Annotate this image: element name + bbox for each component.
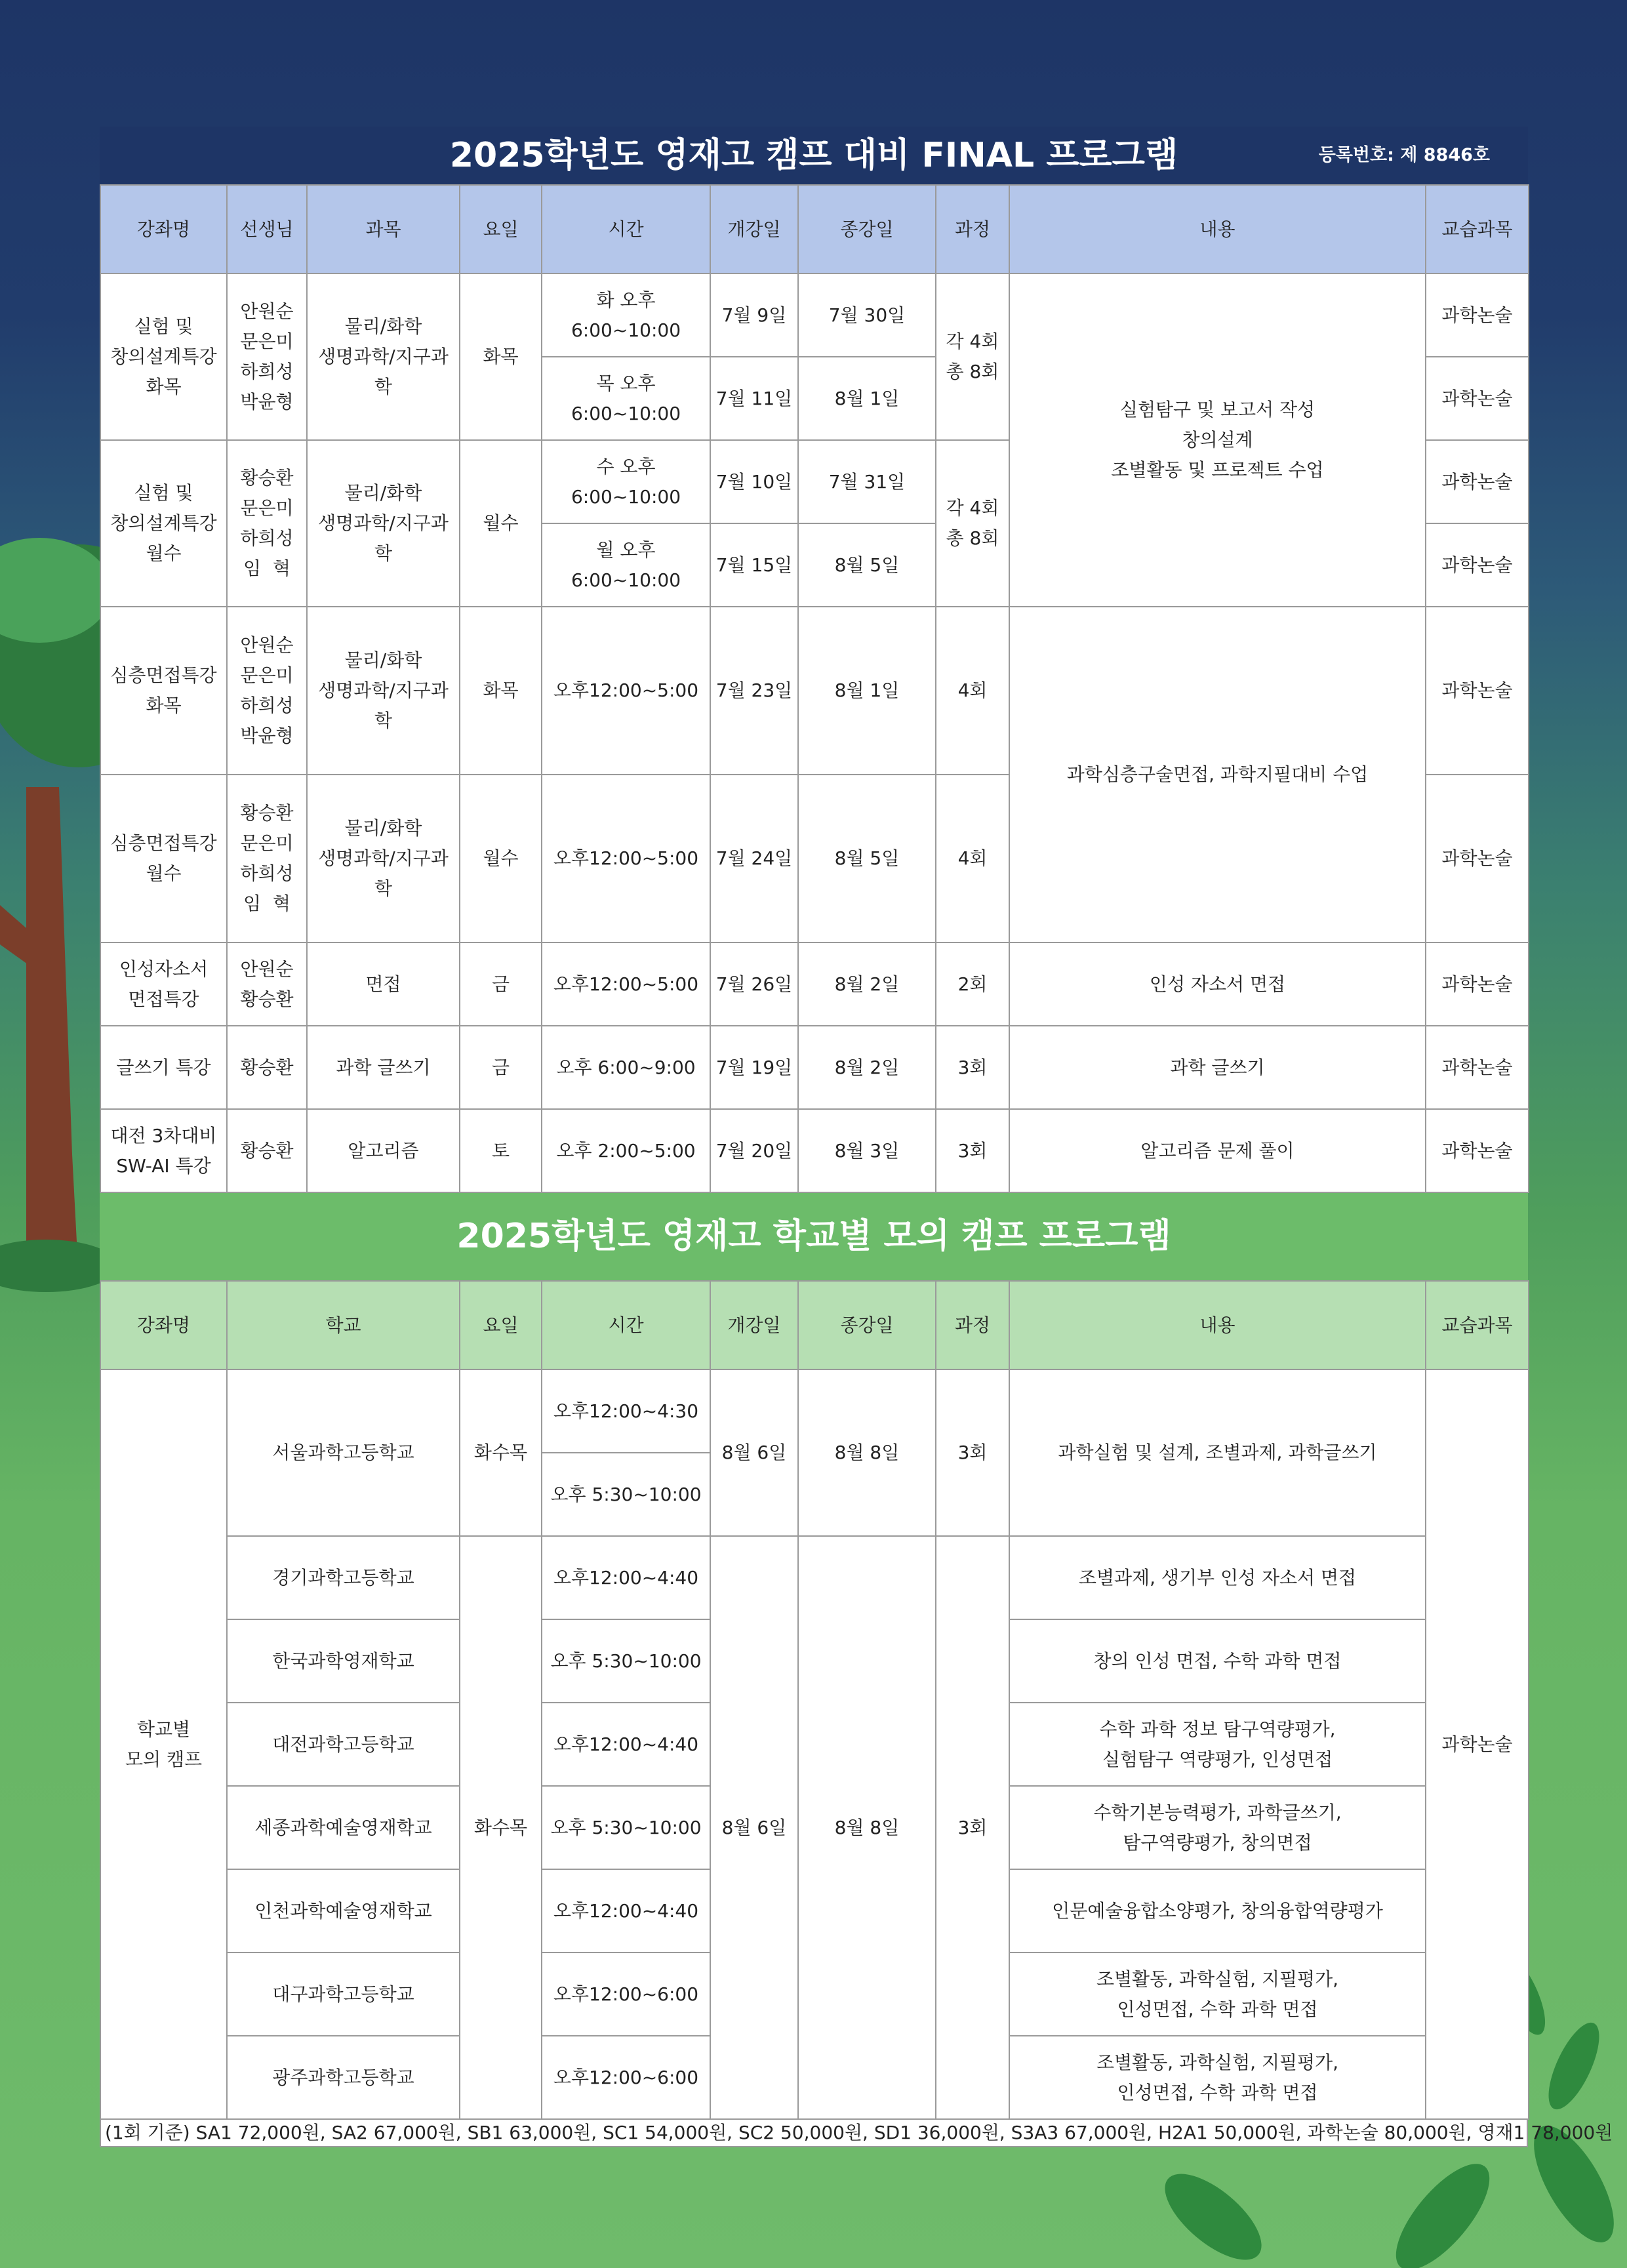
header-cell: 내용 (1009, 185, 1426, 273)
sessions-cell: 3회 (936, 1109, 1009, 1192)
content-cell: 과학 글쓰기 (1009, 1026, 1426, 1109)
course-cell: 학교별 모의 캠프 (100, 1369, 227, 2119)
header-cell: 과정 (936, 185, 1009, 273)
start-date-cell: 7월 15일 (710, 523, 798, 607)
course-cell: 글쓰기 특강 (100, 1026, 227, 1109)
table-row (100, 607, 1529, 775)
header-cell: 요일 (460, 185, 542, 273)
content-cell: 과학심층구술면접, 과학지필대비 수업 (1009, 607, 1426, 942)
header-cell: 강좌명 (100, 1281, 227, 1369)
teaching-subject-cell: 과학논술 (1426, 775, 1529, 942)
header-cell: 시간 (542, 1281, 710, 1369)
course-cell: 대전 3차대비 SW-AI 특강 (100, 1109, 227, 1192)
end-date-cell: 8월 1일 (798, 607, 936, 775)
program1-table (100, 184, 1529, 1193)
time-cell: 오후12:00~4:40 (542, 1869, 710, 1953)
subject-cell: 물리/화학 생명과학/지구과학 (307, 440, 460, 607)
school-cell: 경기과학고등학교 (227, 1536, 460, 1619)
content-cell: 인성 자소서 면접 (1009, 942, 1426, 1026)
content-cell: 과학실험 및 설계, 조별과제, 과학글쓰기 (1009, 1369, 1426, 1536)
subject-cell: 물리/화학 생명과학/지구과학 (307, 273, 460, 440)
school-cell: 서울과학고등학교 (227, 1369, 460, 1536)
table-row (100, 942, 1529, 1026)
program2-table (100, 1280, 1529, 2120)
start-date-cell: 7월 24일 (710, 775, 798, 942)
content-cell: 창의 인성 면접, 수학 과학 면접 (1009, 1619, 1426, 1703)
header-cell: 교습과목 (1426, 1281, 1529, 1369)
header-cell: 개강일 (710, 185, 798, 273)
time-cell: 오후12:00~5:00 (542, 607, 710, 775)
time-cell: 오후12:00~5:00 (542, 775, 710, 942)
time-cell: 오후 2:00~5:00 (542, 1109, 710, 1192)
teachers-cell: 황승환 문은미 하희성 임 혁 (227, 440, 307, 607)
teaching-subject-cell: 과학논술 (1426, 440, 1529, 523)
school-cell: 대구과학고등학교 (227, 1953, 460, 2036)
start-date-cell: 7월 9일 (710, 273, 798, 357)
days-cell: 금 (460, 1026, 542, 1109)
course-cell: 심층면접특강 화목 (100, 607, 227, 775)
header-cell: 학교 (227, 1281, 460, 1369)
header-cell: 강좌명 (100, 185, 227, 273)
start-date-cell: 7월 11일 (710, 357, 798, 440)
teaching-subject-cell: 과학논술 (1426, 1369, 1529, 2119)
course-cell: 인성자소서 면접특강 (100, 942, 227, 1026)
time-cell: 오후12:00~6:00 (542, 2036, 710, 2119)
time-cell: 오후12:00~5:00 (542, 942, 710, 1026)
sessions-cell: 각 4회 총 8회 (936, 440, 1009, 607)
header-cell: 선생님 (227, 185, 307, 273)
content-cell: 수학 과학 정보 탐구역량평가, 실험탐구 역량평가, 인성면접 (1009, 1703, 1426, 1786)
header-cell: 시간 (542, 185, 710, 273)
end-date-cell: 8월 1일 (798, 357, 936, 440)
time-cell: 오후12:00~4:30 (542, 1369, 710, 1453)
fee-footnote: (1회 기준) SA1 72,000원, SA2 67,000원, SB1 63,000원, SC1 54,000원, SC2 50,000원, SD1 36,000원, S3A3 67,000원, H2A1 50,000원, 과학논술 80,000원, 영재1 78,000원 (100, 2120, 1528, 2147)
time-cell: 수 오후6:00~10:00 (542, 440, 710, 523)
content-cell: 조별과제, 생기부 인성 자소서 면접 (1009, 1536, 1426, 1619)
end-date-cell: 8월 5일 (798, 523, 936, 607)
table-row (100, 1536, 1529, 1619)
end-date-cell: 8월 3일 (798, 1109, 936, 1192)
days-cell: 화수목 (460, 1369, 542, 1536)
teachers-cell: 황승환 문은미 하희성 임 혁 (227, 775, 307, 942)
school-cell: 대전과학고등학교 (227, 1703, 460, 1786)
program2-header-row (100, 1281, 1529, 1369)
subject-cell: 알고리즘 (307, 1109, 460, 1192)
program1-title: 2025학년도 영재고 캠프 대비 FINAL 프로그램 (449, 136, 1178, 175)
teaching-subject-cell: 과학논술 (1426, 357, 1529, 440)
sessions-cell: 3회 (936, 1026, 1009, 1109)
content-cell: 실험탐구 및 보고서 작성 창의설계 조별활동 및 프로젝트 수업 (1009, 273, 1426, 607)
teachers-cell: 안원순 문은미 하희성 박윤형 (227, 607, 307, 775)
table-row (100, 1026, 1529, 1109)
time-cell: 오후 5:30~10:00 (542, 1453, 710, 1536)
content-cell: 수학기본능력평가, 과학글쓰기, 탐구역량평가, 창의면접 (1009, 1786, 1426, 1869)
sessions-cell: 3회 (936, 1369, 1009, 1536)
days-cell: 월수 (460, 775, 542, 942)
end-date-cell: 8월 2일 (798, 942, 936, 1026)
content-cell: 조별활동, 과학실험, 지필평가, 인성면접, 수학 과학 면접 (1009, 2036, 1426, 2119)
teaching-subject-cell: 과학논술 (1426, 523, 1529, 607)
table-row (100, 273, 1529, 357)
time-cell: 화 오후6:00~10:00 (542, 273, 710, 357)
start-date-cell: 8월 6일 (710, 1536, 798, 2119)
subject-cell: 물리/화학 생명과학/지구과학 (307, 775, 460, 942)
days-cell: 화수목 (460, 1536, 542, 2119)
header-cell: 과목 (307, 185, 460, 273)
teachers-cell: 안원순 황승환 (227, 942, 307, 1026)
teaching-subject-cell: 과학논술 (1426, 607, 1529, 775)
teachers-cell: 안원순 문은미 하희성 박윤형 (227, 273, 307, 440)
time-cell: 오후12:00~6:00 (542, 1953, 710, 2036)
content-cell: 조별활동, 과학실험, 지필평가, 인성면접, 수학 과학 면접 (1009, 1953, 1426, 2036)
course-cell: 실험 및 창의설계특강 월수 (100, 440, 227, 607)
teaching-subject-cell: 과학논술 (1426, 1109, 1529, 1192)
header-cell: 종강일 (798, 1281, 936, 1369)
days-cell: 금 (460, 942, 542, 1026)
table-row (100, 1369, 1529, 1453)
program2-title: 2025학년도 영재고 학교별 모의 캠프 프로그램 (100, 1193, 1528, 1280)
time-cell: 오후12:00~4:40 (542, 1703, 710, 1786)
time-cell: 목 오후6:00~10:00 (542, 357, 710, 440)
subject-cell: 과학 글쓰기 (307, 1026, 460, 1109)
start-date-cell: 7월 19일 (710, 1026, 798, 1109)
subject-cell: 면접 (307, 942, 460, 1026)
school-cell: 인천과학예술영재학교 (227, 1869, 460, 1953)
program1-header-row (100, 185, 1529, 273)
header-cell: 요일 (460, 1281, 542, 1369)
teaching-subject-cell: 과학논술 (1426, 273, 1529, 357)
header-cell: 종강일 (798, 185, 936, 273)
subject-cell: 물리/화학 생명과학/지구과학 (307, 607, 460, 775)
content-cell: 알고리즘 문제 풀이 (1009, 1109, 1426, 1192)
start-date-cell: 7월 26일 (710, 942, 798, 1026)
time-cell: 월 오후6:00~10:00 (542, 523, 710, 607)
header-cell: 내용 (1009, 1281, 1426, 1369)
start-date-cell: 7월 20일 (710, 1109, 798, 1192)
end-date-cell: 7월 30일 (798, 273, 936, 357)
sessions-cell: 2회 (936, 942, 1009, 1026)
time-cell: 오후 6:00~9:00 (542, 1026, 710, 1109)
header-cell: 과정 (936, 1281, 1009, 1369)
program1-header (100, 127, 1528, 184)
sessions-cell: 각 4회 총 8회 (936, 273, 1009, 440)
days-cell: 화목 (460, 607, 542, 775)
start-date-cell: 7월 23일 (710, 607, 798, 775)
end-date-cell: 8월 2일 (798, 1026, 936, 1109)
header-cell: 교습과목 (1426, 185, 1529, 273)
teaching-subject-cell: 과학논술 (1426, 1026, 1529, 1109)
course-cell: 실험 및 창의설계특강 화목 (100, 273, 227, 440)
end-date-cell: 7월 31일 (798, 440, 936, 523)
sessions-cell: 3회 (936, 1536, 1009, 2119)
time-cell: 오후 5:30~10:00 (542, 1619, 710, 1703)
start-date-cell: 8월 6일 (710, 1369, 798, 1536)
content-cell: 인문예술융합소양평가, 창의융합역량평가 (1009, 1869, 1426, 1953)
sessions-cell: 4회 (936, 775, 1009, 942)
table-row (100, 1109, 1529, 1192)
registration-number: 등록번호: 제 8846호 (1318, 145, 1490, 165)
teaching-subject-cell: 과학논술 (1426, 942, 1529, 1026)
sessions-cell: 4회 (936, 607, 1009, 775)
school-cell: 세종과학예술영재학교 (227, 1786, 460, 1869)
course-cell: 심층면접특강 월수 (100, 775, 227, 942)
program-sheet (100, 127, 1613, 2147)
time-cell: 오후 5:30~10:00 (542, 1786, 710, 1869)
teachers-cell: 황승환 (227, 1109, 307, 1192)
end-date-cell: 8월 8일 (798, 1536, 936, 2119)
days-cell: 토 (460, 1109, 542, 1192)
end-date-cell: 8월 8일 (798, 1369, 936, 1536)
end-date-cell: 8월 5일 (798, 775, 936, 942)
school-cell: 광주과학고등학교 (227, 2036, 460, 2119)
header-cell: 개강일 (710, 1281, 798, 1369)
school-cell: 한국과학영재학교 (227, 1619, 460, 1703)
days-cell: 화목 (460, 273, 542, 440)
days-cell: 월수 (460, 440, 542, 607)
start-date-cell: 7월 10일 (710, 440, 798, 523)
teachers-cell: 황승환 (227, 1026, 307, 1109)
time-cell: 오후12:00~4:40 (542, 1536, 710, 1619)
